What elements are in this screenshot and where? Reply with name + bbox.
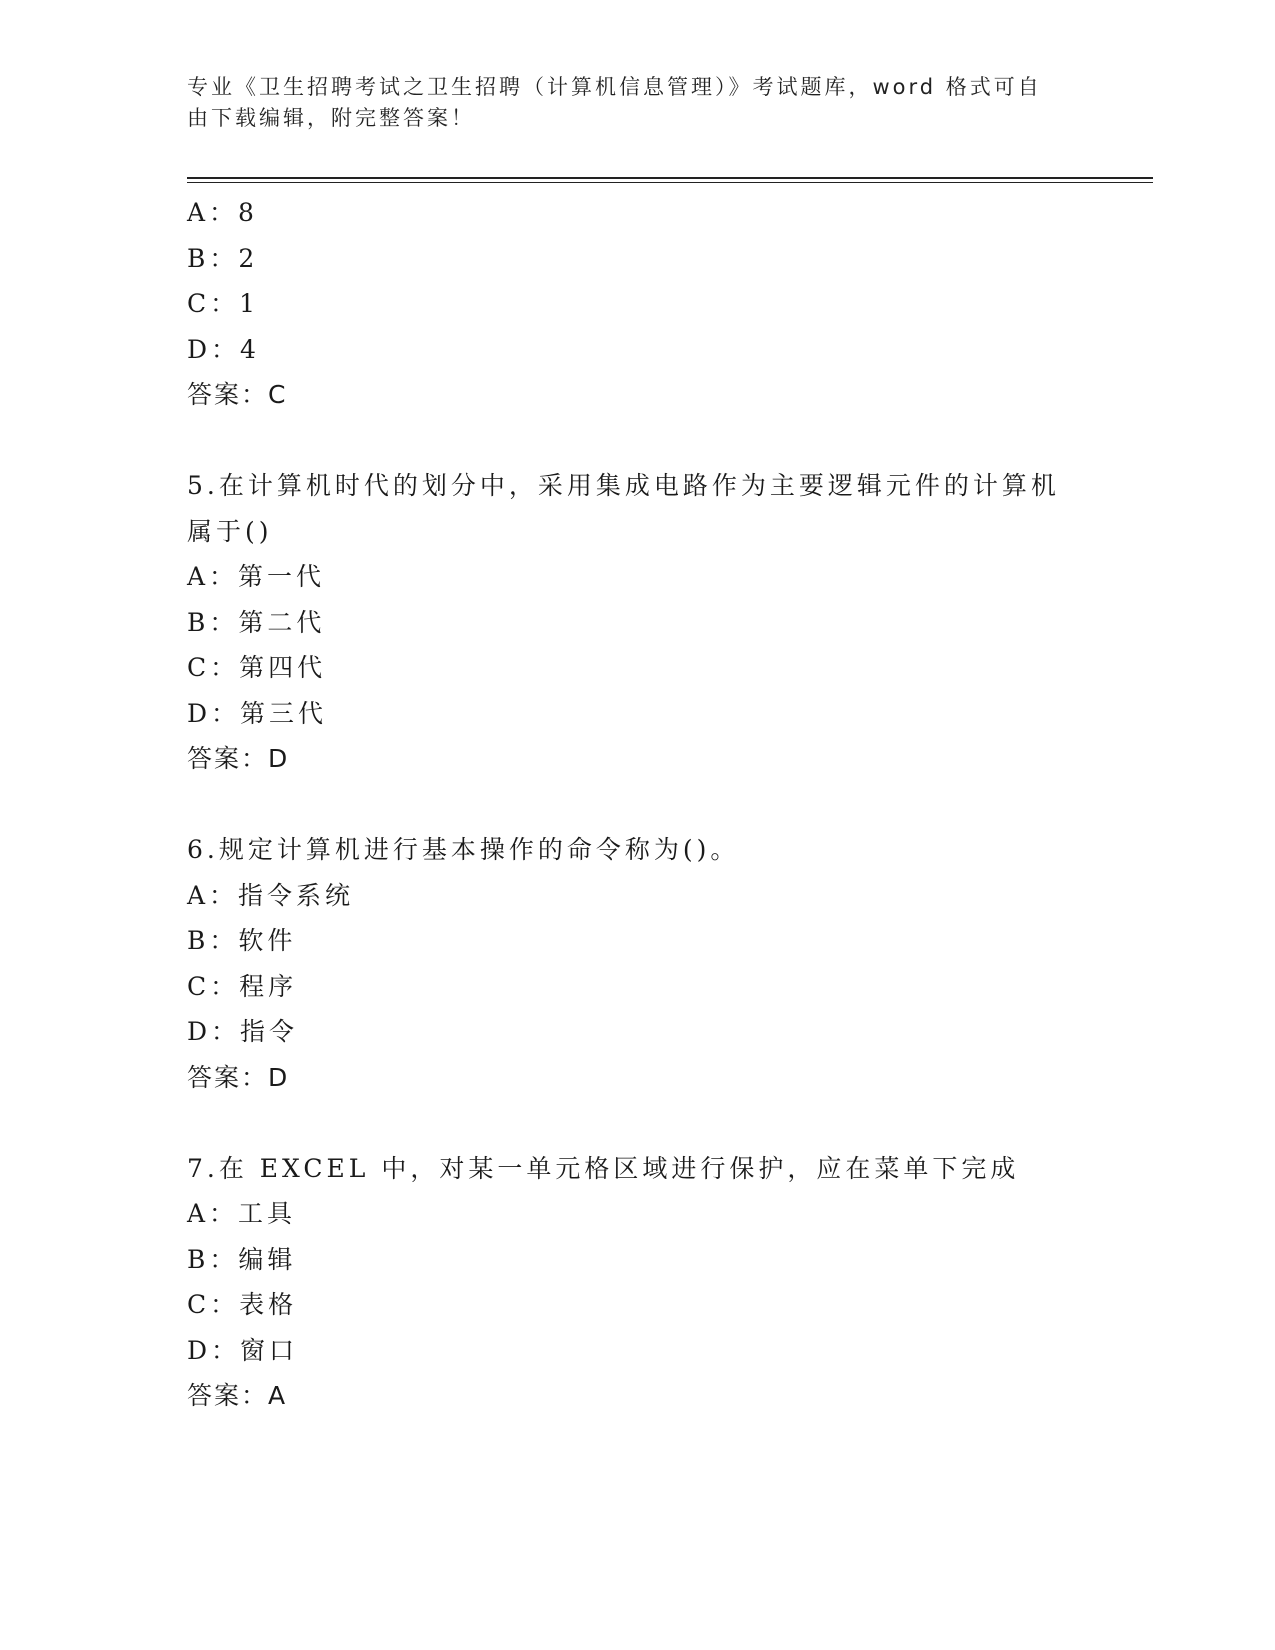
header-divider-thin (187, 182, 1153, 183)
question-stem: 7.在 EXCEL 中，对某一单元格区域进行保护，应在菜单下完成 (187, 1153, 1020, 1183)
option-b: B：2 (187, 243, 259, 273)
answer: 答案：C (187, 380, 288, 409)
option-b: B：第二代 (187, 607, 326, 637)
spacer (187, 782, 1087, 828)
header-line-1: 专业《卫生招聘考试之卫生招聘（计算机信息管理）》考试题库，word 格式可自 (187, 75, 1042, 99)
option-b: B：软件 (187, 926, 297, 955)
option-c: C：表格 (187, 1290, 298, 1319)
spacer (187, 1100, 1087, 1146)
answer: 答案：A (187, 1381, 288, 1410)
question-4 (187, 190, 1087, 418)
option-d: D：指令 (187, 1017, 299, 1046)
question-stem: 5.在计算机时代的划分中，采用集成电路作为主要逻辑元件的计算机 (187, 471, 1060, 500)
option-a: A：指令系统 (187, 880, 355, 910)
document-header (187, 72, 1067, 134)
header-line-2: 由下载编辑，附完整答案！ (187, 106, 475, 130)
answer: 答案：D (187, 1062, 290, 1092)
question-6 (187, 827, 1087, 1100)
option-d: D：4 (187, 334, 260, 364)
option-c: C：程序 (187, 971, 298, 1001)
header-divider-thick (187, 177, 1153, 179)
spacer (187, 418, 1087, 464)
option-c: C：1 (187, 289, 260, 318)
option-a: A：工具 (187, 1199, 297, 1228)
option-c: C：第四代 (187, 653, 327, 682)
question-stem: 6.规定计算机进行基本操作的命令称为()。 (187, 835, 740, 864)
question-5 (187, 463, 1087, 782)
question-list (187, 190, 1087, 1419)
option-a: A：8 (187, 198, 258, 227)
answer: 答案：D (187, 744, 290, 773)
question-7 (187, 1146, 1087, 1419)
option-d: D：窗口 (187, 1335, 299, 1365)
option-a: A：第一代 (187, 562, 326, 591)
question-stem-continued: 属于() (187, 516, 273, 546)
option-b: B：编辑 (187, 1244, 297, 1274)
option-d: D：第三代 (187, 698, 328, 728)
